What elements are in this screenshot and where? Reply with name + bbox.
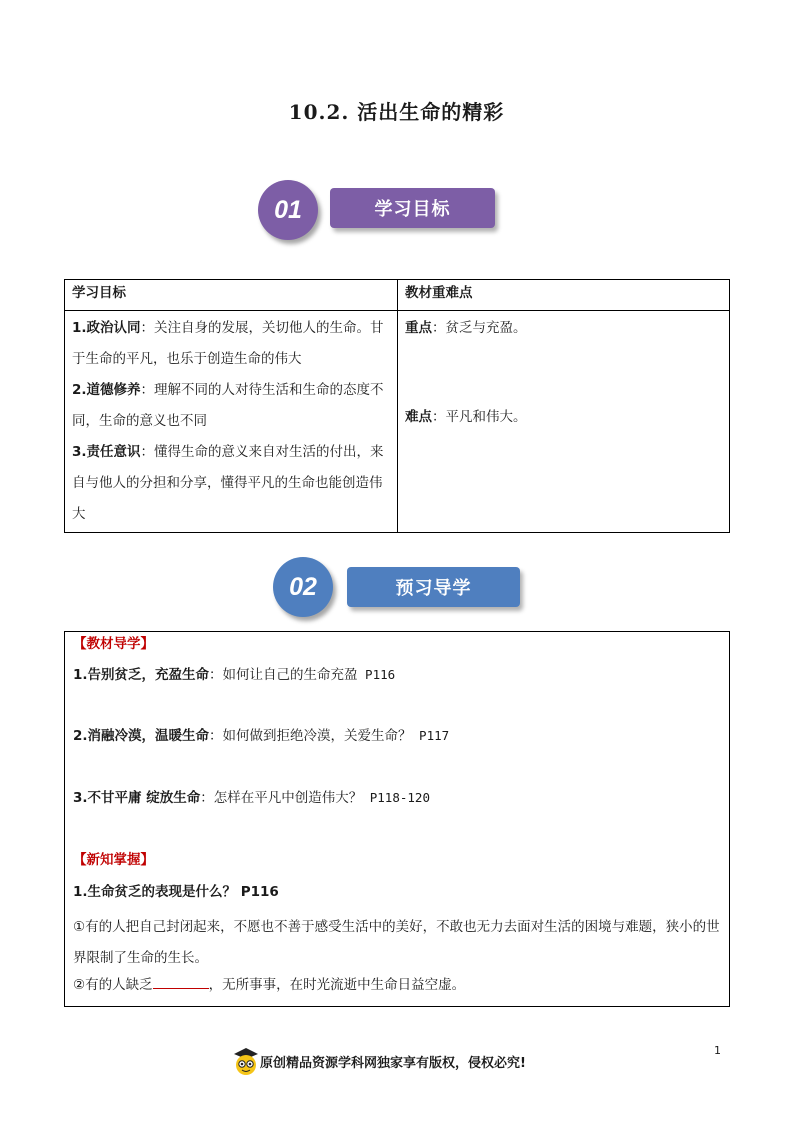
page-number: 1 — [714, 1044, 721, 1057]
question-1: 1.生命贫乏的表现是什么？ P116 — [73, 884, 279, 900]
table-header-row — [65, 280, 730, 311]
footer — [232, 1046, 526, 1076]
heading-new-knowledge: 【新知掌握】 — [73, 852, 154, 868]
section-number-02: 02 — [273, 557, 333, 617]
table-row — [65, 311, 730, 533]
guide-item: 1.告别贫乏，充盈生命：如何让自己的生命充盈 P116 — [73, 667, 396, 683]
guide-box — [64, 631, 730, 1007]
answer-2: ②有的人缺乏 ，无所事事，在时光流逝中生命日益空虚。 — [73, 974, 721, 996]
key-points-cell — [398, 311, 730, 533]
header-goals: 学习目标 — [65, 280, 398, 311]
mascot-logo-icon — [232, 1046, 260, 1076]
guide-item: 3.不甘平庸 绽放生命：怎样在平凡中创造伟大？ P118-120 — [73, 790, 430, 806]
section-label-objectives: 学习目标 — [330, 188, 495, 228]
objectives-table — [64, 279, 730, 533]
goal-item: 2.道德修养：理解不同的人对待生活和生命的态度不同，生命的意义也不同 — [72, 382, 384, 429]
goal-item: 1.政治认同：关注自身的发展，关切他人的生命。甘于生命的平凡，也乐于创造生命的伟大 — [72, 320, 384, 367]
difficult-point: 难点：平凡和伟大。 — [405, 409, 527, 425]
header-key-points: 教材重难点 — [398, 280, 730, 311]
goal-item: 3.责任意识：懂得生命的意义来自对生活的付出，来自与他人的分担和分享，懂得平凡的生命也能创造伟大 — [72, 444, 384, 522]
section-label-preview: 预习导学 — [347, 567, 520, 607]
page-title: 10.2. 活出生命的精彩 — [288, 100, 505, 124]
fill-in-blank[interactable] — [153, 974, 209, 989]
answer-1: ①有的人把自己封闭起来，不愿也不善于感受生活中的美好，不敢也无力去面对生活的困境与难题，狭小的世界限制了生命的生长。 — [73, 919, 720, 966]
copyright-notice: 原创精品资源学科网独家享有版权，侵权必究! — [260, 1055, 526, 1071]
heading-textbook-guide: 【教材导学】 — [73, 636, 154, 652]
section-number-01: 01 — [258, 180, 318, 240]
key-point: 重点：贫乏与充盈。 — [405, 320, 527, 336]
goals-cell — [65, 311, 398, 533]
guide-item: 2.消融冷漠，温暖生命：如何做到拒绝冷漠，关爱生命？ P117 — [73, 728, 450, 744]
